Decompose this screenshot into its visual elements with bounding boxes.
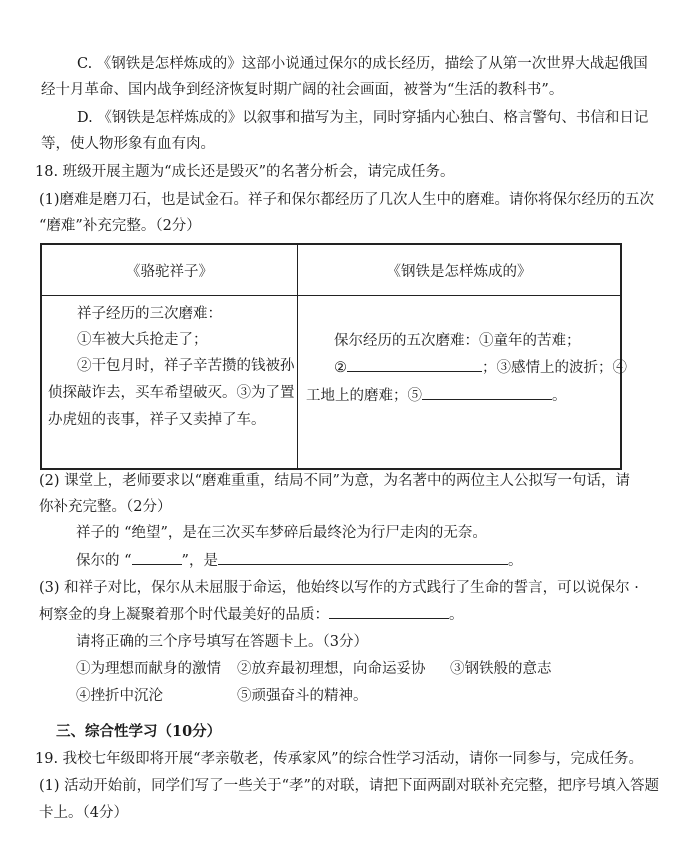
paul-hardship-title: 保尔经历的五次磨难：①童年的苦难；	[334, 333, 581, 349]
q18-part3-text: 柯察金的身上凝聚着那个时代最美好的品质：	[39, 607, 329, 623]
option-c-line1: C. 《钢铁是怎样炼成的》这部小说通过保尔的成长经历，描绘了从第一次世界大战起俄国	[77, 56, 648, 72]
table-cell-paul	[298, 296, 627, 470]
xiangzi-hardship-3: 办虎妞的丧事，祥子又卖掉了车。	[48, 412, 266, 428]
paul-hardship-end: 。	[552, 388, 567, 404]
q18-part1-line2: “磨难”补充完整。（2分）	[39, 218, 201, 234]
section-3-heading: 三、综合性学习（10分）	[56, 723, 222, 740]
q18-part2-paul	[76, 550, 522, 571]
q18-part3-line1: (3) 和祥子对比，保尔从未屈服于命运，他始终以写作的方式践行了生命的誓言，可以说保尔 ·	[39, 580, 639, 596]
q18-part3-instruction: 请将正确的三个序号填写在答题卡上。（3分）	[76, 634, 368, 650]
table-cell-xiangzi	[41, 296, 298, 470]
option-4: ④挫折中沉沦	[76, 688, 163, 704]
paul-connector: ”，是	[181, 553, 218, 569]
paul-hardship-line2	[334, 357, 627, 378]
q18-part2-line2: 你补充完整。（2分）	[39, 499, 172, 515]
q18-part2-line1: (2) 课堂上，老师要求以“磨难重重，结局不同”为意，为名著中的两位主人公拟写一句话，请	[39, 473, 630, 489]
question-19-intro: 19. 我校七年级即将开展“孝亲敬老，传承家风”的综合性学习活动，请你一同参与，完成任务。	[35, 751, 643, 767]
q18-part3-end: 。	[449, 607, 464, 623]
option-d-line1: D. 《钢铁是怎样炼成的》以叙事和描写为主，同时穿插内心独白、格言警句、书信和日记	[77, 110, 649, 126]
option-2: ②放弃最初理想，向命运妥协	[237, 661, 426, 677]
paul-hardship-3-4-text: ；③感情上的波折；④	[482, 360, 627, 376]
paul-end: 。	[507, 553, 523, 569]
q18-part1-line1: (1)磨难是磨刀石，也是试金石。祥子和保尔都经历了几次人生中的磨难。请你将保尔经历的五次	[39, 192, 655, 208]
table-header-gangtie: 《钢铁是怎样炼成的》	[298, 244, 622, 296]
question-18-intro: 18. 班级开展主题为“成长还是毁灭”的名著分析会，请完成任务。	[35, 164, 455, 180]
option-5: ⑤顽强奋斗的精神。	[237, 688, 368, 704]
q18-part2-xiangzi: 祥子的 “绝望”，是在三次买车梦碎后最终沦为行尸走肉的无奈。	[76, 525, 487, 541]
option-c-line2: 经十月革命、国内战争到经济恢复时期广阔的社会画面，被誉为“生活的教科书”。	[41, 82, 564, 98]
option-3: ③钢铁般的意志	[450, 661, 552, 677]
paul-hardship-2-label: ②	[334, 360, 347, 376]
xiangzi-hardship-1: ①车被大兵抢走了；	[77, 332, 208, 348]
xiangzi-hardship-2a: ②干包月时，祥子辛苦攒的钱被孙	[77, 358, 295, 374]
paul-hardship-line3	[306, 385, 567, 406]
q19-part1-line2: 卡上。（4分）	[39, 805, 128, 821]
xiangzi-hardship-2b: 侦探敲诈去，买车希望破灭。③为了置	[48, 385, 295, 401]
option-1: ①为理想而献身的激情	[76, 661, 221, 677]
paul-hardship-5-blank[interactable]	[422, 385, 552, 400]
q18-part3-line2	[39, 604, 464, 625]
paul-quote-blank[interactable]	[132, 550, 182, 565]
paul-hardship-2-blank[interactable]	[347, 357, 482, 372]
paul-sentence-blank[interactable]	[218, 550, 508, 565]
q19-part1-line1: (1) 活动开始前，同学们写了一些关于“孝”的对联，请把下面两副对联补充完整，把序号填入答题	[39, 778, 659, 794]
comparison-table	[40, 243, 627, 470]
xiangzi-hardship-title: 祥子经历的三次磨难：	[77, 306, 222, 322]
paul-label: 保尔的 “	[76, 553, 132, 569]
option-d-line2: 等，使人物形象有血有肉。	[41, 136, 215, 152]
table-header-xiangzi: 《骆驼祥子》	[41, 244, 298, 296]
paul-hardship-4-5-text: 工地上的磨难；⑤	[306, 388, 422, 404]
qualities-blank[interactable]	[329, 604, 449, 619]
